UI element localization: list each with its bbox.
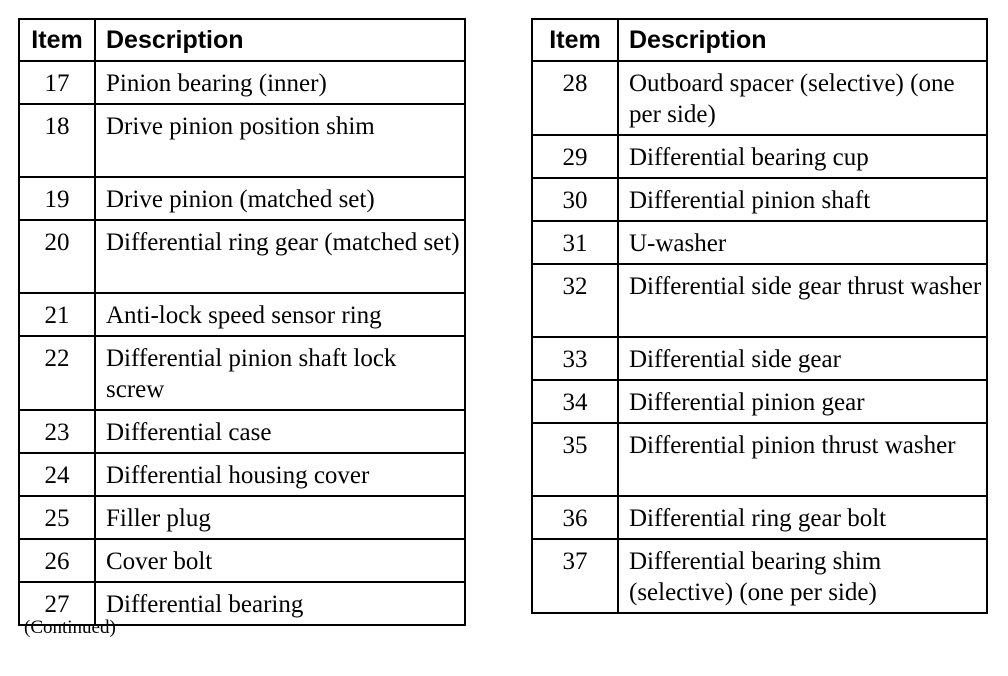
table-row — [19, 104, 465, 177]
table-header-row — [19, 19, 465, 61]
item-description: Differential bearing cup — [618, 135, 987, 178]
item-description: Differential housing cover — [95, 453, 465, 496]
item-number: 23 — [19, 410, 95, 453]
table-row — [532, 221, 987, 264]
item-number: 31 — [532, 221, 618, 264]
item-description: Differential side gear — [618, 337, 987, 380]
item-number: 22 — [19, 336, 95, 410]
parts-table-right — [531, 18, 988, 614]
table-row — [532, 496, 987, 539]
table-row — [19, 61, 465, 104]
item-number: 37 — [532, 539, 618, 613]
item-number: 25 — [19, 496, 95, 539]
item-description: Differential pinion gear — [618, 380, 987, 423]
item-number: 28 — [532, 61, 618, 135]
table-row — [19, 496, 465, 539]
item-description: Differential pinion shaft — [618, 178, 987, 221]
item-description: U-washer — [618, 221, 987, 264]
item-description: Differential bearing shim (selective) (one per side) — [618, 539, 987, 613]
item-number: 18 — [19, 104, 95, 177]
item-number: 34 — [532, 380, 618, 423]
item-number: 30 — [532, 178, 618, 221]
item-number: 19 — [19, 177, 95, 220]
table-row — [532, 61, 987, 135]
table-row — [19, 539, 465, 582]
item-description: Pinion bearing (inner) — [95, 61, 465, 104]
item-number: 20 — [19, 220, 95, 293]
table-row — [532, 135, 987, 178]
item-description: Differential bearing — [95, 582, 465, 625]
description-column-header: Description — [95, 19, 465, 61]
table-row — [19, 220, 465, 293]
item-description: Filler plug — [95, 496, 465, 539]
table-row — [532, 337, 987, 380]
item-description: Differential case — [95, 410, 465, 453]
table-row — [532, 380, 987, 423]
item-description: Drive pinion position shim — [95, 104, 465, 177]
table-row — [19, 453, 465, 496]
item-description: Differential ring gear bolt — [618, 496, 987, 539]
item-description: Drive pinion (matched set) — [95, 177, 465, 220]
item-number: 33 — [532, 337, 618, 380]
table-row — [19, 177, 465, 220]
item-number: 29 — [532, 135, 618, 178]
item-number: 24 — [19, 453, 95, 496]
item-number: 21 — [19, 293, 95, 336]
table-row — [19, 293, 465, 336]
item-number: 27 — [19, 582, 95, 625]
table-header-row — [532, 19, 987, 61]
item-description: Differential pinion thrust washer — [618, 423, 987, 496]
item-description: Differential ring gear (matched set) — [95, 220, 465, 293]
item-number: 17 — [19, 61, 95, 104]
table-row — [19, 410, 465, 453]
item-description: Differential pinion shaft lock screw — [95, 336, 465, 410]
item-number: 36 — [532, 496, 618, 539]
continued-note: (Continued) — [24, 617, 116, 638]
item-description: Differential side gear thrust washer — [618, 264, 987, 337]
description-column-header: Description — [618, 19, 987, 61]
item-description: Outboard spacer (selective) (one per side) — [618, 61, 987, 135]
item-number: 35 — [532, 423, 618, 496]
item-number: 26 — [19, 539, 95, 582]
table-row — [532, 178, 987, 221]
table-row — [19, 336, 465, 410]
table-row — [532, 539, 987, 613]
parts-table-left — [18, 18, 466, 626]
item-column-header: Item — [532, 19, 618, 61]
item-description: Anti-lock speed sensor ring — [95, 293, 465, 336]
table-row — [532, 264, 987, 337]
item-description: Cover bolt — [95, 539, 465, 582]
item-column-header: Item — [19, 19, 95, 61]
table-row — [532, 423, 987, 496]
item-number: 32 — [532, 264, 618, 337]
